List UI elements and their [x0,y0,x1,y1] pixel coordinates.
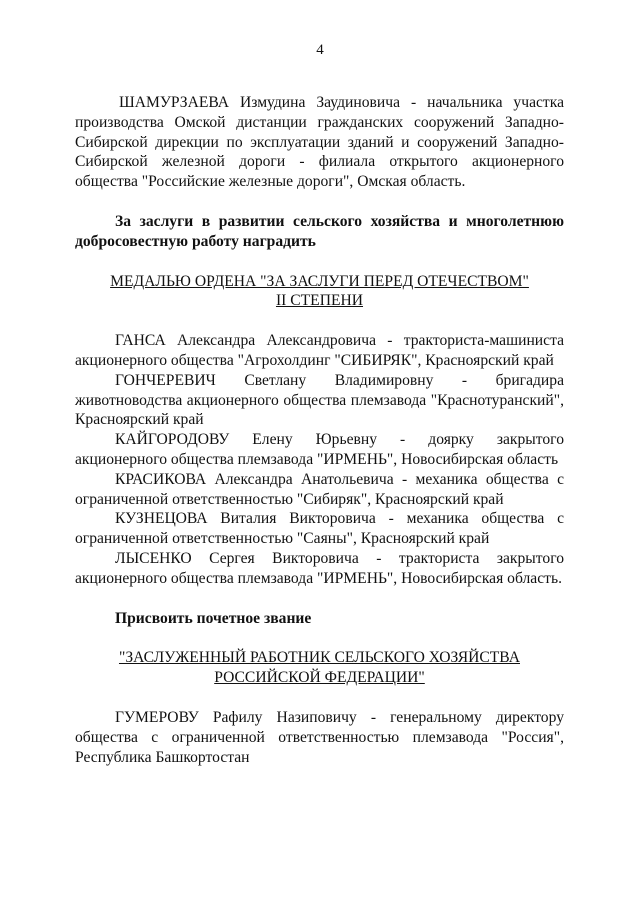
page-number: 4 [316,42,324,58]
honorary-title-line-1: "ЗАСЛУЖЕННЫЙ РАБОТНИК СЕЛЬСКОГО ХОЗЯЙСТВА [118,649,520,667]
section-2-intro: Присвоить почетное звание [115,609,312,627]
honorary-title [75,648,564,688]
recipient-entry: КУЗНЕЦОВА Виталия Викторовича - механика общества с ограниченной ответственностью "Саяны", Красноярский край [75,510,564,548]
recipient-entry: КРАСИКОВА Александра Анатольевича - механика общества с ограниченной ответственностью "Сибиряк", Красноярский край [75,470,564,508]
recipient-entry: КАЙГОРОДОВУ Елену Юрьевну - доярку закрытого акционерного общества племзавода "ИРМЕНЬ", Новосибирская область [75,431,564,468]
award-title-line-2: II СТЕПЕНИ [275,292,364,310]
award-recipients-list [75,331,564,588]
honorary-title-line-2: РОССИЙСКОЙ ФЕДЕРАЦИИ" [214,669,425,687]
award-title-line-1: МЕДАЛЬЮ ОРДЕНА "ЗА ЗАСЛУГИ ПЕРЕД ОТЕЧЕСТВОМ" [110,272,529,290]
document-body [75,93,564,767]
recipient-entry: ГАНСА Александра Александровича - тракториста-машиниста акционерного общества "Агрохолдинг "СИБИРЯК", Красноярский край [75,332,564,369]
honorary-recipients-list [75,708,564,767]
paragraph-shamurzaev: ШАМУРЗАЕВА Измудина Заудиновича - начальника участка производства Омской дистанции гражданских сооружений Западно-Сибирской дирекции по эксплуатации зданий и сооружений Западно-Сибирской железной дороги - филиала открытого акционерного общества "Российские железные дороги", Омская область. [75,94,564,191]
recipient-entry: ГОНЧЕРЕВИЧ Светлану Владимировну - бригадира животноводства акционерного общества племзавода "Краснотуранский", Красноярский край [75,371,564,429]
award-title [75,272,564,312]
recipient-entry: ГУМЕРОВУ Рафилу Назиповичу - генеральному директору общества с ограниченной ответственностью племзавода "Россия", Республика Башкортостан [75,708,564,766]
section-1-intro: За заслуги в развитии сельского хозяйства и многолетнюю добросовестную работу наградить [75,212,564,250]
recipient-entry: ЛЫСЕНКО Сергея Викторовича - тракториста закрытого акционерного общества племзавода "ИРМЕНЬ", Новосибирская область. [75,549,564,587]
